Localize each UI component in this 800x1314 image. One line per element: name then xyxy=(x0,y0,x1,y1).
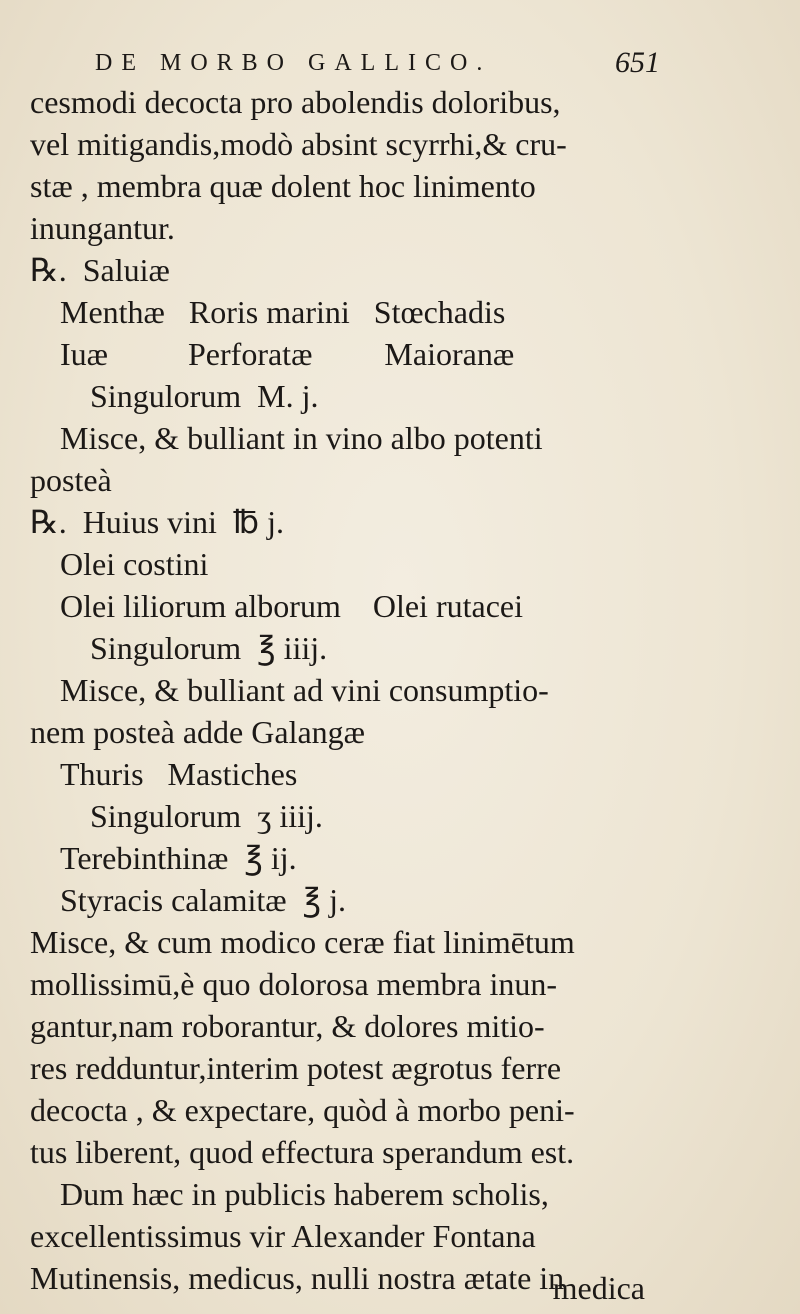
text-line: Olei liliorum alborum Olei rutacei xyxy=(60,588,523,624)
text-line: Singulorum ʒ iiij. xyxy=(90,798,323,834)
catchword: medica xyxy=(552,1270,645,1306)
text-line: Terebinthinæ ℥ ij. xyxy=(60,840,297,876)
text-line: Singulorum M. j. xyxy=(90,378,319,414)
text-line: posteà xyxy=(30,462,112,498)
text-line: Styracis calamitæ ℥ j. xyxy=(60,882,346,918)
text-line: excellentissimus vir Alexander Fontana xyxy=(30,1218,536,1254)
text-line: Singulorum ℥ iiij. xyxy=(90,630,328,666)
running-header xyxy=(95,46,660,86)
text-line: Mutinensis, medicus, nulli nostra ætate in xyxy=(30,1260,565,1296)
text-line: ℞. Huius vini ℔ j. xyxy=(30,504,284,540)
text-line: tus liberent, quod effectura sperandum est. xyxy=(30,1134,575,1170)
text-line: nem posteà adde Galangæ xyxy=(30,714,365,750)
page-number: 651 xyxy=(615,46,660,79)
text-line: res redduntur,interim potest ægrotus ferre xyxy=(30,1050,562,1086)
text-line: stæ , membra quæ dolent hoc linimento xyxy=(30,168,536,204)
text-line: Misce, & cum modico ceræ fiat linimētum xyxy=(30,924,575,960)
text-line: Menthæ Roris marini Stœchadis xyxy=(60,294,506,330)
running-title: DE MORBO GALLICO. xyxy=(95,50,492,76)
text-line: Iuæ Perforatæ Maioranæ xyxy=(60,336,515,372)
text-line: decocta , & expectare, quòd à morbo peni- xyxy=(30,1092,575,1128)
text-line: mollissimū,è quo dolorosa membra inun- xyxy=(30,966,558,1002)
text-line: Dum hæc in publicis haberem scholis, xyxy=(60,1176,549,1212)
text-line: Misce, & bulliant ad vini consumptio- xyxy=(60,672,549,708)
text-line: cesmodi decocta pro abolendis doloribus, xyxy=(30,84,561,120)
text-line: Misce, & bulliant in vino albo potenti xyxy=(60,420,543,456)
text-line: ℞. Saluiæ xyxy=(30,252,170,288)
text-line: vel mitigandis,modò absint scyrrhi,& cru- xyxy=(30,126,567,162)
text-line: Olei costini xyxy=(60,546,209,582)
text-line: inungantur. xyxy=(30,210,175,246)
text-line: Thuris Mastiches xyxy=(60,756,298,792)
text-line: gantur,nam roborantur, & dolores mitio- xyxy=(30,1008,545,1044)
